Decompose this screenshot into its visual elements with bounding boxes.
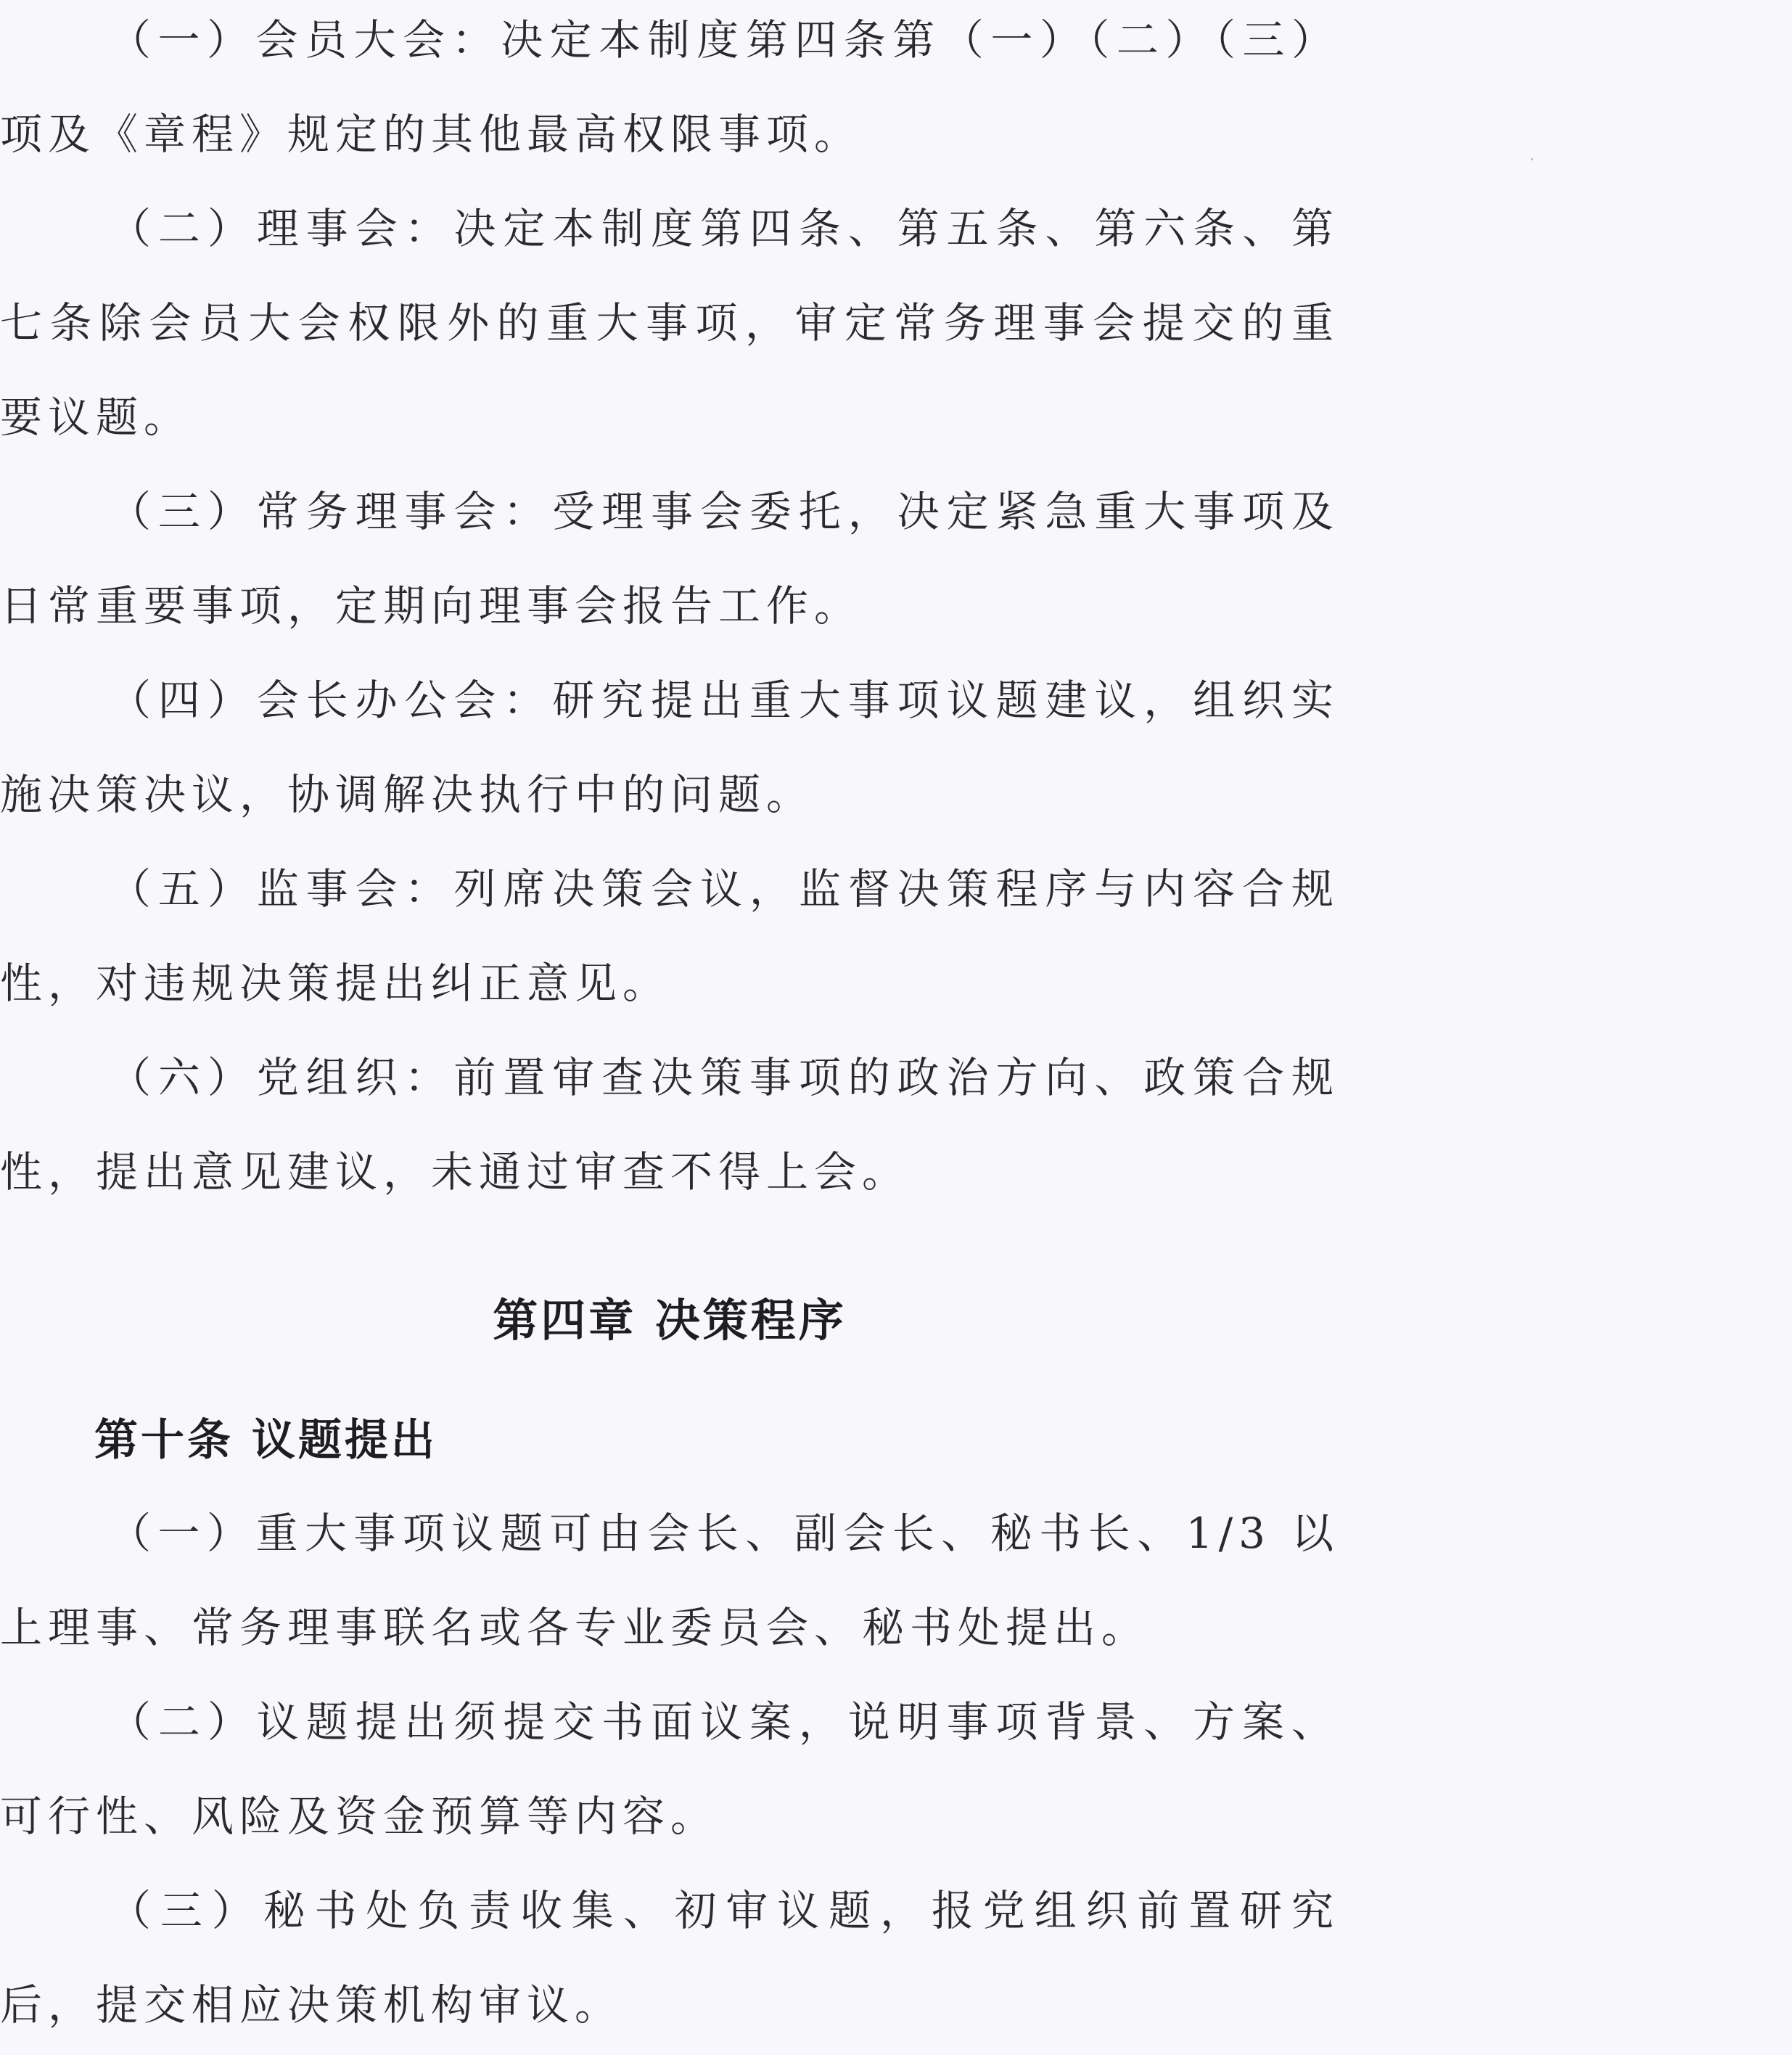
paragraph-topic-sources: （一）重大事项议题可由会长、副会长、秘书长、1/3 以上理事、常务理事联名或各专业委员会、秘书处提出。 bbox=[0, 1509, 1339, 1652]
paragraph-supervisory-board: （五）监事会：列席决策会议，监督决策程序与内容合规性，对违规决策提出纠正意见。 bbox=[0, 864, 1339, 1008]
section-decision-bodies bbox=[0, 0, 1339, 1219]
paragraph-secretariat-review: （三）秘书处负责收集、初审议题，报党组织前置研究后，提交相应决策机构审议。 bbox=[0, 1886, 1339, 2030]
article-heading: 第十条 议题提出 bbox=[94, 1415, 437, 1466]
section-topic-proposal bbox=[0, 1486, 1339, 2052]
chapter-title bbox=[0, 1292, 1339, 1350]
paragraph-written-proposal: （二）议题提出须提交书面议案，说明事项背景、方案、可行性、风险及资金预算等内容。 bbox=[0, 1697, 1339, 1841]
paragraph-standing-council: （三）常务理事会：受理事会委托，决定紧急重大事项及日常重要事项，定期向理事会报告工作。 bbox=[0, 487, 1339, 631]
paragraph-party-organization: （六）党组织：前置审查决策事项的政治方向、政策合规性，提出意见建议，未通过审查不得上会。 bbox=[0, 1053, 1339, 1197]
scan-speck bbox=[1531, 158, 1533, 160]
paragraph-president-office-meeting: （四）会长办公会：研究提出重大事项议题建议，组织实施决策决议，协调解决执行中的问题。 bbox=[0, 676, 1339, 819]
chapter-heading: 第四章 决策程序 bbox=[493, 1294, 847, 1347]
paragraph-general-assembly: （一）会员大会：决定本制度第四条第（一）（二）（三）项及《章程》规定的其他最高权限事项。 bbox=[0, 15, 1339, 159]
paragraph-council: （二）理事会：决定本制度第四条、第五条、第六条、第七条除会员大会权限外的重大事项，审定常务理事会提交的重要议题。 bbox=[0, 204, 1339, 442]
